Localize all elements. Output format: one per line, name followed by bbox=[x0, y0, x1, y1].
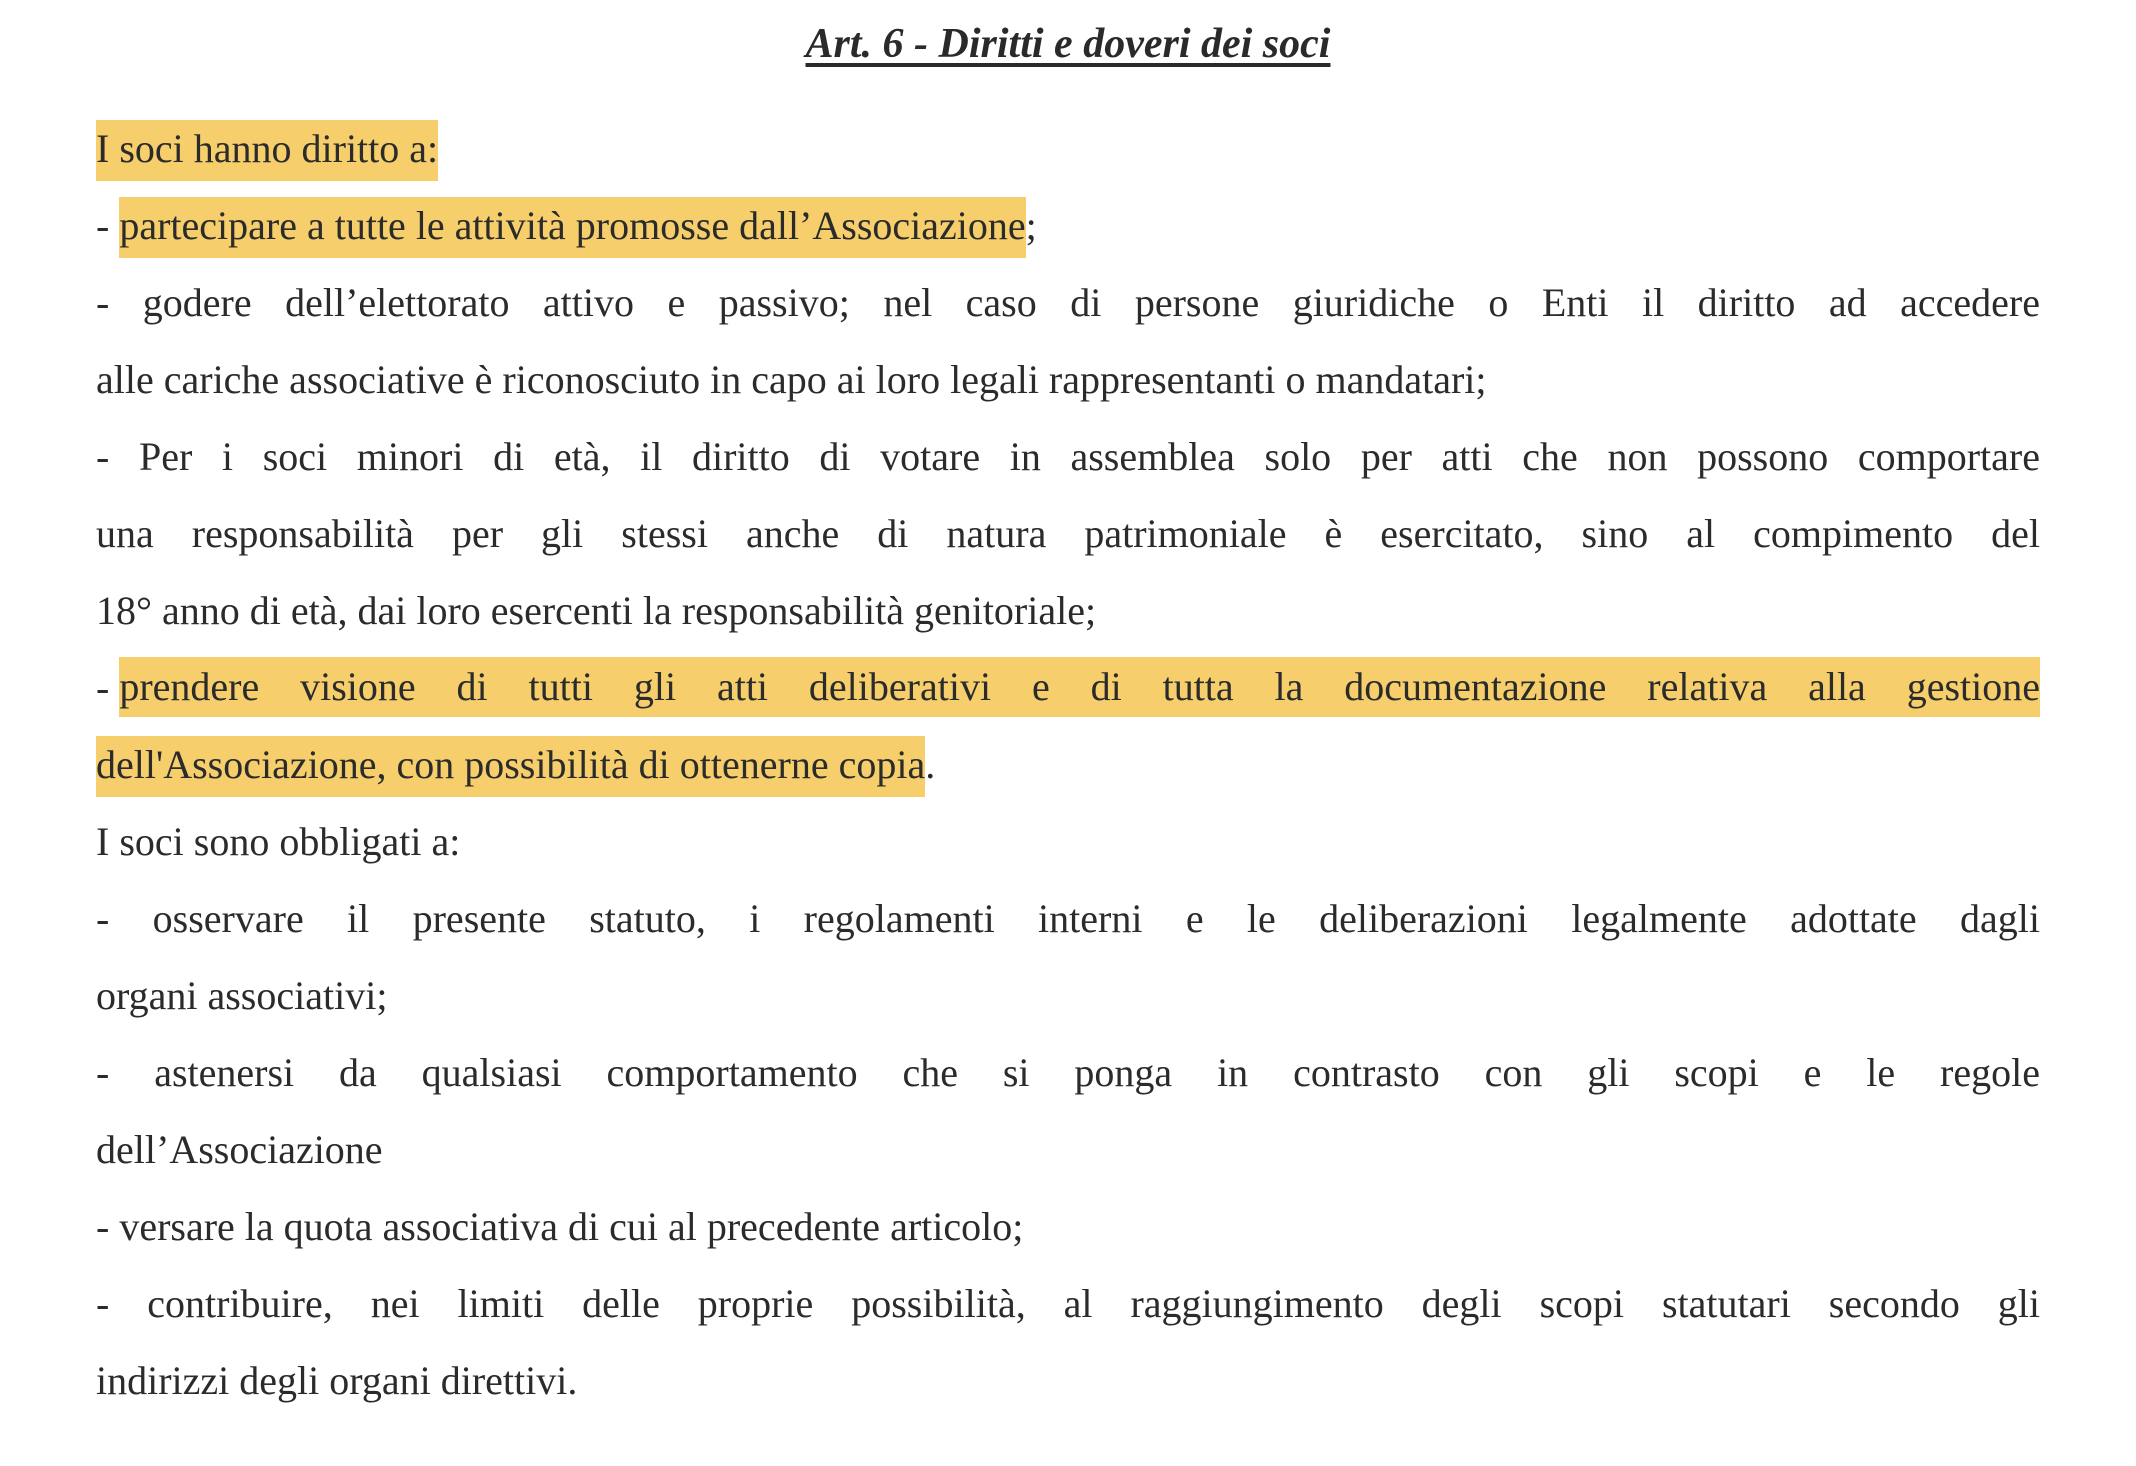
duty-2-line-2: dell’Associazione bbox=[96, 1127, 383, 1172]
right-1-line bbox=[96, 187, 2040, 264]
duty-3-line: - versare la quota associativa di cui al precedente articolo; bbox=[96, 1204, 1024, 1249]
rights-intro-line bbox=[96, 110, 2040, 187]
duty-4-line-1: - contribuire, nei limiti delle proprie possibilità, al raggiungimento degli scopi statutari secondo gli bbox=[96, 1281, 2040, 1326]
right-4-dash: - bbox=[96, 665, 120, 710]
article-body bbox=[96, 110, 2040, 1419]
right-4-line-2 bbox=[96, 726, 2040, 803]
right-3-line-1: - Per i soci minori di età, il diritto di votare in assemblea solo per atti che non possono comportare bbox=[96, 434, 2040, 479]
right-1-dash: - bbox=[96, 203, 120, 248]
right-4-line-1 bbox=[96, 649, 2040, 726]
right-1-highlight: partecipare a tutte le attività promosse dall’Associazione bbox=[119, 197, 1025, 258]
duty-2-line-1: - astenersi da qualsiasi comportamento che si ponga in contrasto con gli scopi e le regole bbox=[96, 1050, 2040, 1095]
rights-intro-highlight: I soci hanno diritto a: bbox=[96, 120, 438, 181]
duty-4-line-2: indirizzi degli organi direttivi. bbox=[96, 1358, 578, 1403]
right-3-line-2: una responsabilità per gli stessi anche di natura patrimoniale è esercitato, sino al compimento del bbox=[96, 511, 2040, 556]
right-4-highlight-1: prendere visione di tutti gli atti deliberativi e di tutta la documentazione relativa alla gestione bbox=[119, 657, 2040, 717]
right-1-end: ; bbox=[1025, 203, 1037, 248]
right-3-line-3: 18° anno di età, dai loro esercenti la responsabilità genitoriale; bbox=[96, 588, 1097, 633]
right-2-line-2: alle cariche associative è riconosciuto in capo ai loro legali rappresentanti o mandatari; bbox=[96, 357, 1487, 402]
right-2-line-1: - godere dell’elettorato attivo e passivo; nel caso di persone giuridiche o Enti il diritto ad accedere bbox=[96, 280, 2040, 325]
duty-1-line-2: organi associativi; bbox=[96, 973, 388, 1018]
right-4-highlight-2: dell'Associazione, con possibilità di ottenerne copia bbox=[96, 736, 925, 797]
article-title: Art. 6 - Diritti e doveri dei soci bbox=[805, 21, 1331, 67]
right-4-end: . bbox=[925, 742, 936, 787]
duties-intro-line: I soci sono obbligati a: bbox=[96, 819, 461, 864]
duty-1-line-1: - osservare il presente statuto, i regolamenti interni e le deliberazioni legalmente adottate dagli bbox=[96, 896, 2040, 941]
